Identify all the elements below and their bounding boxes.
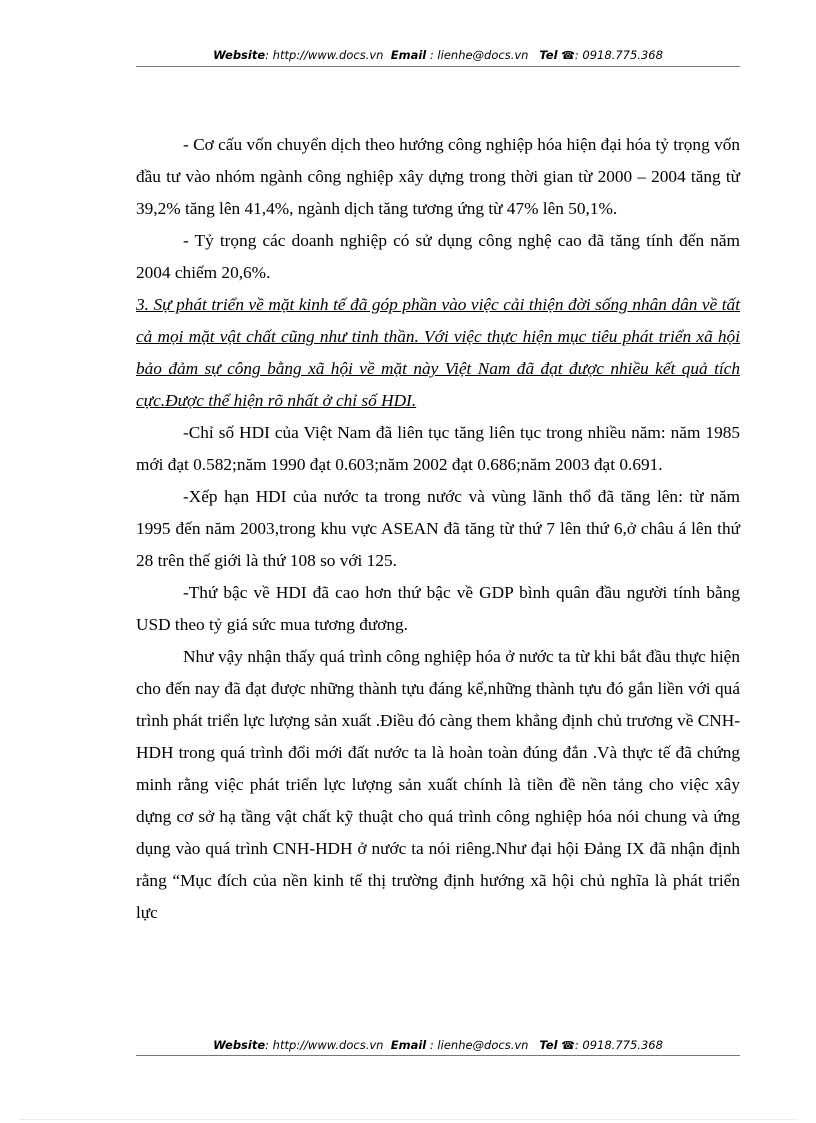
phone-icon: ☎ xyxy=(561,49,575,62)
footer-email-label: Email xyxy=(390,1038,427,1052)
paragraph-conclusion: Như vậy nhận thấy quá trình công nghiệp hóa ở nước ta từ khi bắt đầu thực hiện cho đến nay đã đạt được những thành tựu đáng kể,những thành tựu đó gắn liền với quá trình phát triển lực lượng sản xuất .Điều đó càng them khẳng định chủ trương về CNH-HDH trong quá trình đổi mới đất nước ta là hoàn toàn đúng đắn .Và thực tế đã chứng minh rằng việc phát triển lực lượng sản xuất chính là tiền đề nền tảng cho việc xây dựng cơ sở hạ tầng vật chất kỹ thuật cho quá trình công nghiệp hóa nói chung và ứng dụng vào quá trình CNH-HDH ở nước ta nói riêng.Như đại hội Đảng IX đã nhận định rằng “Mục đích của nền kinh tế thị trường định hướng xã hội chủ nghĩa là phát triển lực xyxy=(136,647,740,922)
footer-email-address[interactable]: : lienhe@docs.vn xyxy=(426,1038,529,1052)
header-email-label: Email xyxy=(390,48,427,62)
document-body xyxy=(136,129,740,929)
section-heading-3: 3. Sự phát triển về mặt kinh tế đã góp phần vào việc cải thiện đời sống nhân dân về tất cả mọi mặt vật chất cũng như tinh thần. Với việc thực hiện mục tiêu phát triển xã hội bảo đảm sự công bằng xã hội về mặt này Việt Nam đã đạt được nhiều kết quả tích cực.Được thể hiện rõ nhất ở chỉ số HDI. xyxy=(136,295,740,410)
paragraph-hdi-ranking: -Xếp hạn HDI của nước ta trong nước và vùng lãnh thổ đã tăng lên: từ năm 1995 đến năm 2003,trong khu vực ASEAN đã tăng từ thứ 7 lên thứ 6,ở châu á lên thứ 28 trên thế giới là thứ 108 so với 125. xyxy=(136,487,740,570)
footer-tel-label: Tel xyxy=(539,1038,558,1052)
paragraph-capital-structure: - Cơ cấu vốn chuyển dịch theo hướng công nghiệp hóa hiện đại hóa tỷ trọng vốn đầu tư vào nhóm ngành công nghiệp xây dựng trong thời gian từ 2000 – 2004 tăng từ 39,2% tăng lên 41,4%, ngành dịch tăng tương ứng từ 47% lên 50,1%. xyxy=(136,135,740,218)
header-website-url[interactable]: : http://www.docs.vn xyxy=(265,48,384,62)
header-email-address[interactable]: : lienhe@docs.vn xyxy=(426,48,529,62)
footer-website-label: Website xyxy=(213,1038,266,1052)
header-website-label: Website xyxy=(213,48,266,62)
page-header xyxy=(136,48,740,66)
footer-phone-number: : 0918.775.368 xyxy=(574,1038,663,1052)
header-phone-number: : 0918.775.368 xyxy=(574,48,663,62)
phone-icon: ☎ xyxy=(561,1039,575,1052)
footer-rule xyxy=(136,1055,740,1056)
paragraph-hdi-index: -Chỉ số HDI của Việt Nam đã liên tục tăng liên tục trong nhiều năm: năm 1985 mới đạt 0.582;năm 1990 đạt 0.603;năm 2002 đạt 0.686;năm 2003 đạt 0.691. xyxy=(136,423,740,474)
paragraph-hdi-vs-gdp: -Thứ bậc về HDI đã cao hơn thứ bậc về GDP bình quân đầu người tính bằng USD theo tỷ giá sức mua tương đương. xyxy=(136,583,740,634)
page-bottom-divider xyxy=(20,1119,796,1120)
header-tel-label: Tel xyxy=(539,48,558,62)
header-rule xyxy=(136,66,740,67)
page-footer xyxy=(136,1038,740,1056)
footer-website-url[interactable]: : http://www.docs.vn xyxy=(265,1038,384,1052)
paragraph-hightech-share: - Tỷ trọng các doanh nghiệp có sử dụng công nghệ cao đã tăng tính đến năm 2004 chiếm 20,6%. xyxy=(136,231,740,282)
